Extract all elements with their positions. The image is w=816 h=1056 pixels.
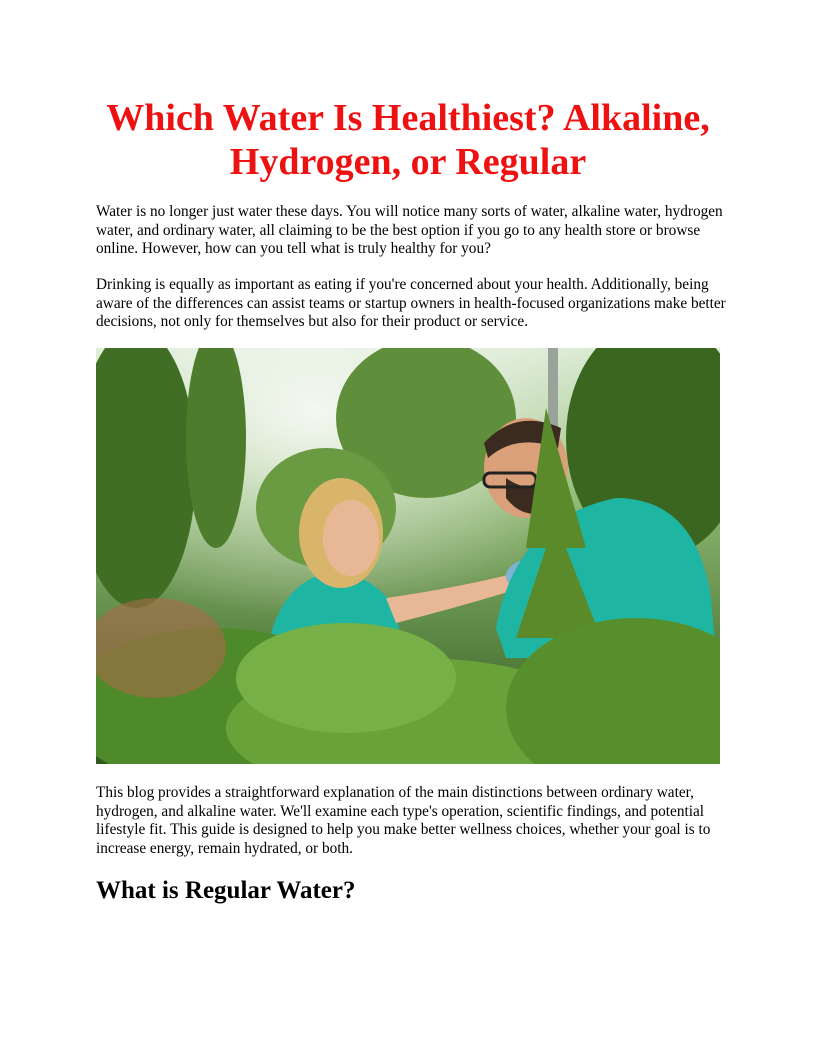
- intro-paragraph: Water is no longer just water these days. You will notice many sorts of water, alkaline water, hydrogen water, and ordinary water, all claiming to be the best option if you go to any health store or browse online. However, how can you tell what is truly healthy for you?: [96, 203, 723, 257]
- second-paragraph: Drinking is equally as important as eating if you're concerned about your health. Additionally, being aware of the differences can assist teams or startup owners in health-focused organizations make better decisions, not only for themselves but also for their product or service.: [96, 276, 726, 330]
- article-title: Which Water Is Healthiest? Alkaline, Hydrogen, or Regular: [106, 97, 710, 183]
- third-paragraph: This blog provides a straightforward explanation of the main distinctions between ordinary water, hydrogen, and alkaline water. We'll examine each type's operation, scientific findings, and potential lifestyle fit. This guide is designed to help you make better wellness choices, whether your goal is to increase energy, remain hydrated, or both.: [96, 784, 711, 857]
- section-heading: What is Regular Water?: [96, 877, 356, 904]
- gardeners-photo: [96, 348, 720, 764]
